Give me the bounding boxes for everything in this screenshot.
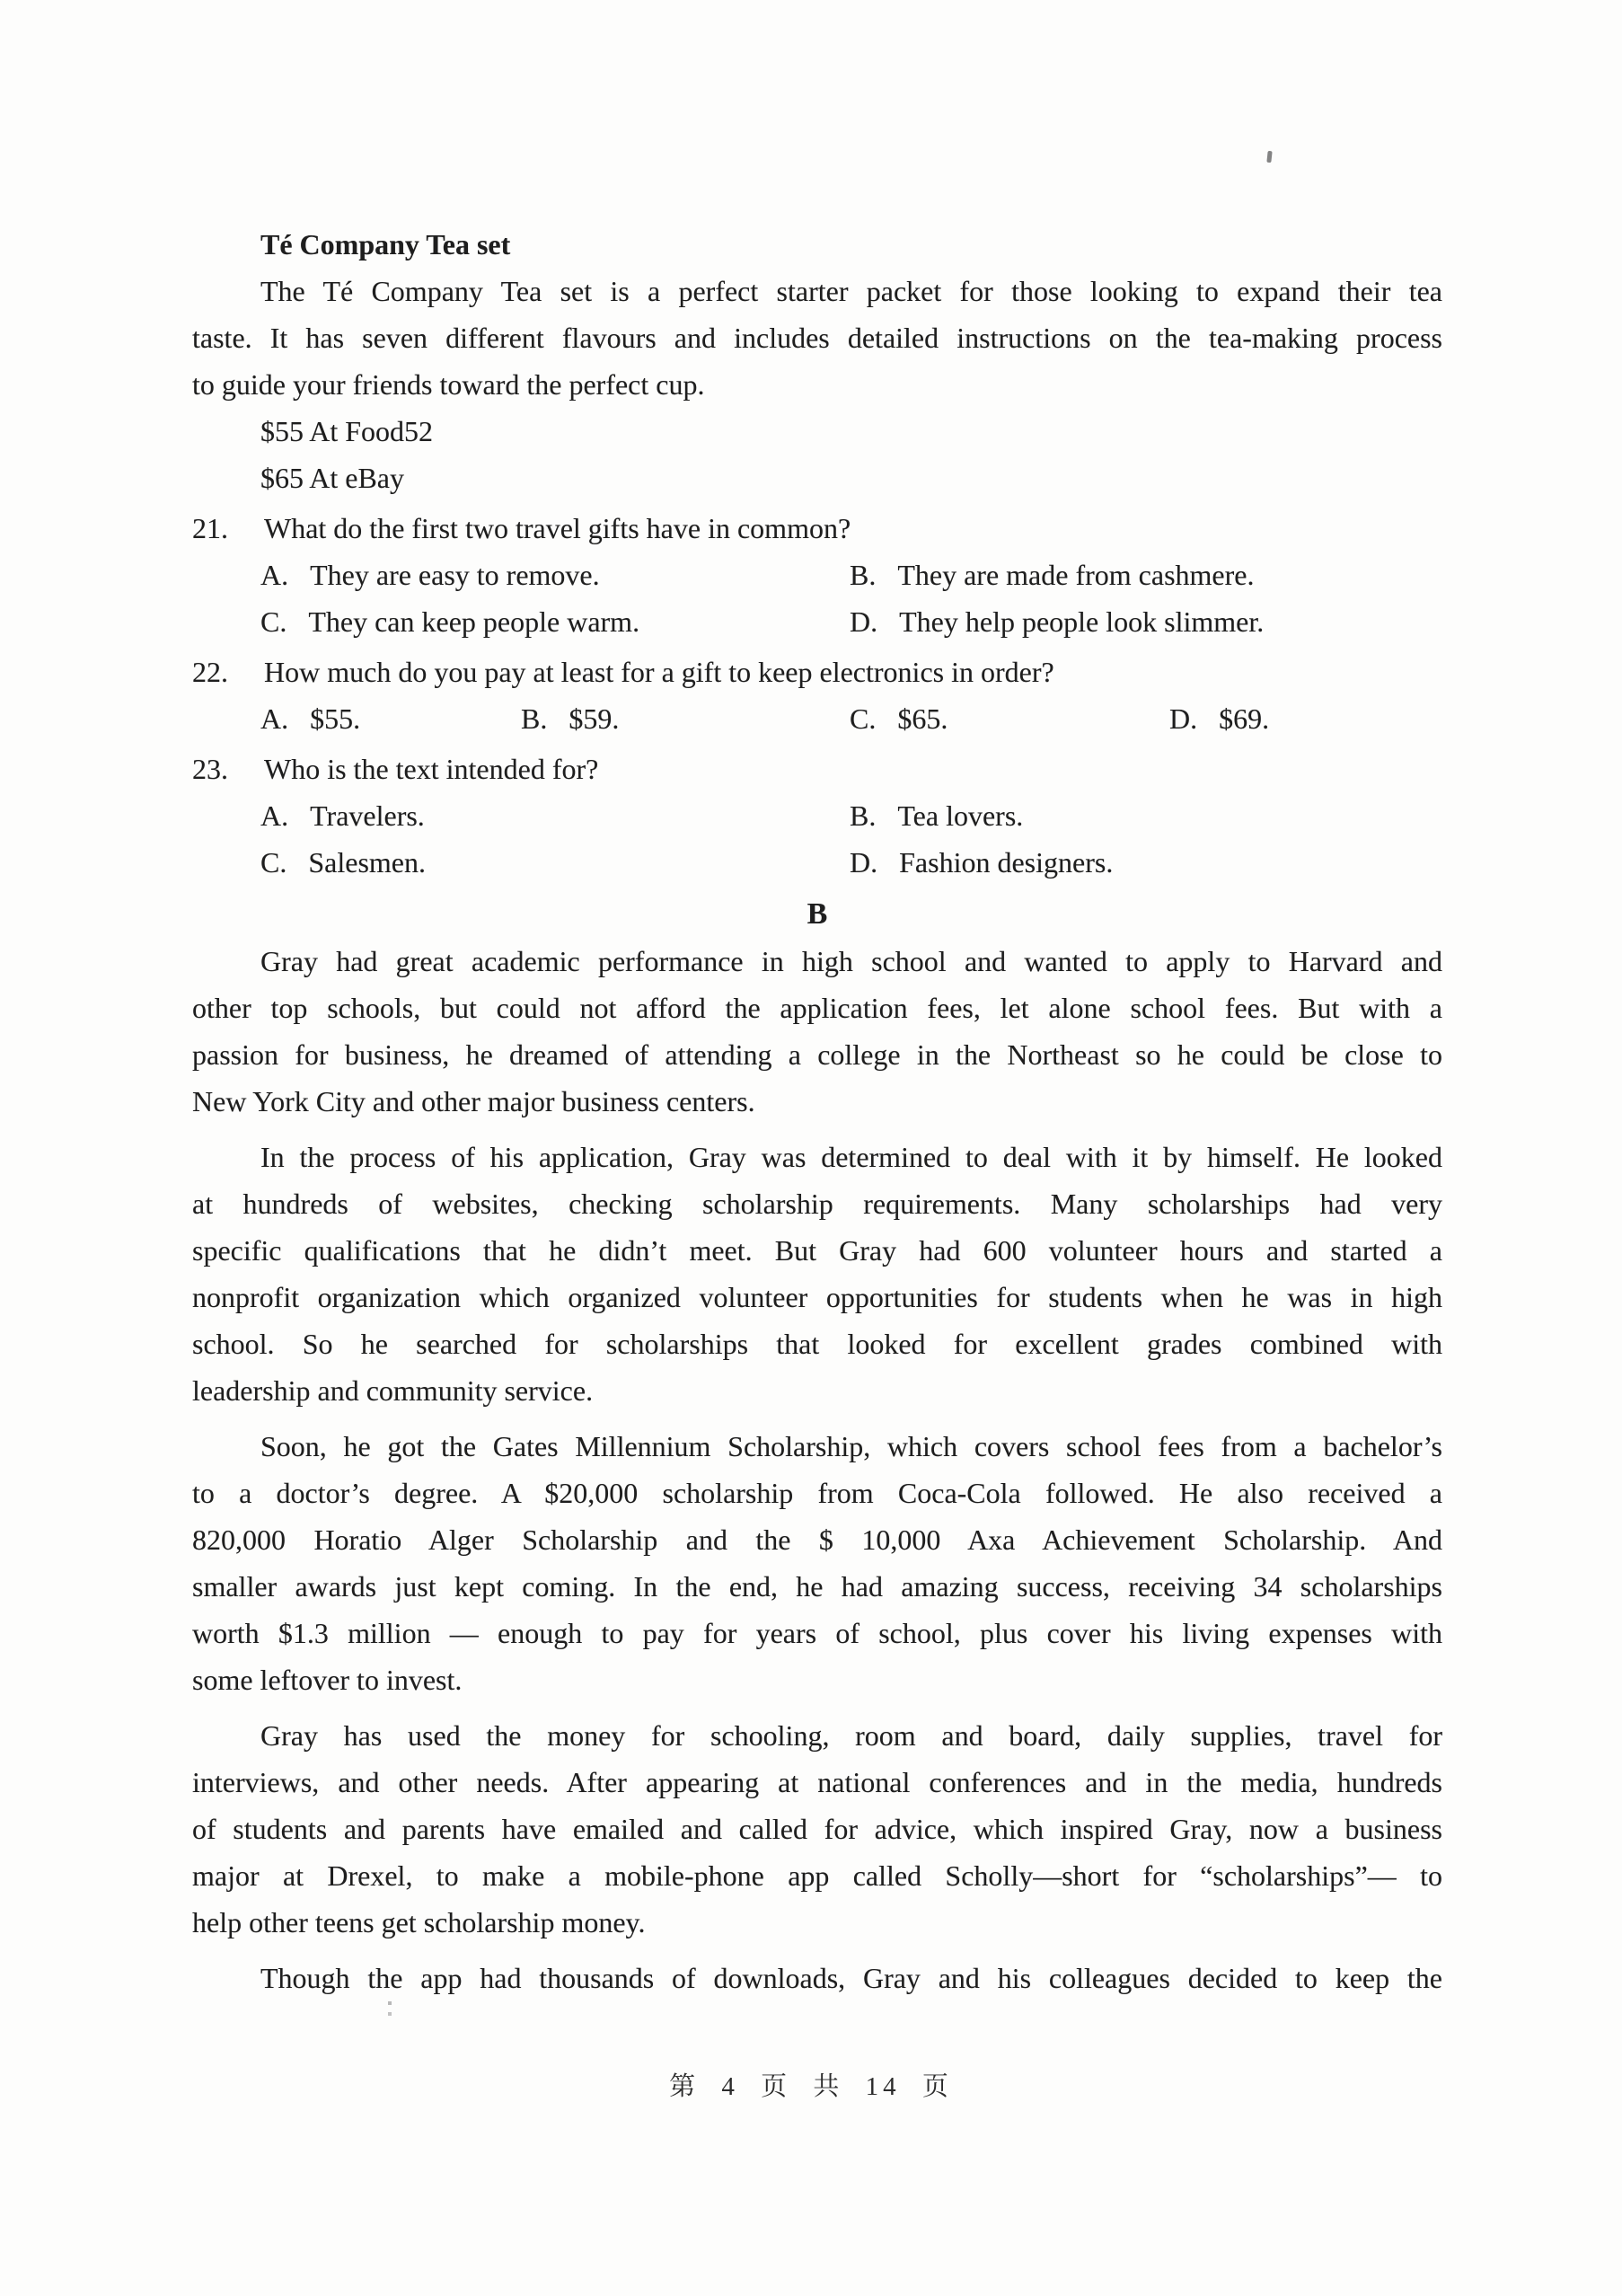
question: [192, 746, 1442, 886]
scan-artifact-mark: [1266, 151, 1272, 163]
text-line: at hundreds of websites, checking scholarship requirements. Many scholarships had very: [192, 1188, 1442, 1220]
passage-b-paragraph: [192, 1423, 1442, 1703]
text-line: school. So he searched for scholarships that looked for excellent grades combined with: [192, 1328, 1442, 1360]
option-row: [192, 695, 1442, 742]
question-number: 21.: [192, 512, 228, 544]
option-row: [192, 839, 1442, 886]
price-list: [192, 408, 1442, 501]
text-line: smaller awards just kept coming. In the end, he had amazing success, receiving 34 scholarships: [192, 1570, 1442, 1603]
question-number: 23.: [192, 753, 228, 785]
answer-option: [850, 792, 1023, 839]
option-letter: B.: [850, 559, 877, 591]
question-text: Who is the text intended for?: [264, 753, 599, 785]
text-line: 820,000 Horatio Alger Scholarship and the $ 10,000 Axa Achievement Scholarship. And: [192, 1523, 1442, 1556]
option-text: They are easy to remove.: [310, 559, 600, 591]
passage-b-paragraph: [192, 1134, 1442, 1414]
text-line: specific qualifications that he didn’t meet. But Gray had 600 volunteer hours and started a: [192, 1234, 1442, 1267]
option-letter: C.: [260, 605, 287, 638]
text-line: interviews, and other needs. After appearing at national conferences and in the media, hundreds: [192, 1766, 1442, 1798]
option-text: Fashion designers.: [899, 846, 1114, 879]
text-line: other top schools, but could not afford the application fees, let alone school fees. But with a: [192, 992, 1442, 1024]
text-line: worth $1.3 million — enough to pay for years of school, plus cover his living expenses with: [192, 1617, 1442, 1649]
answer-option: [1169, 695, 1269, 742]
answer-option: [260, 695, 521, 742]
text-line: Gray has used the money for schooling, room and board, daily supplies, travel for: [260, 1719, 1442, 1752]
option-letter: D.: [1169, 702, 1198, 735]
text-line: help other teens get scholarship money.: [192, 1906, 646, 1938]
question-options: [192, 792, 1442, 886]
text-line: some leftover to invest.: [192, 1664, 463, 1696]
option-letter: A.: [260, 559, 289, 591]
option-text: Salesmen.: [308, 846, 426, 879]
question: [192, 505, 1442, 645]
section-label: B: [807, 897, 828, 931]
option-letter: B.: [521, 702, 548, 735]
text-line: New York City and other major business centers.: [192, 1085, 755, 1117]
price-line: $65 At eBay: [260, 462, 404, 494]
text-line: major at Drexel, to make a mobile-phone app called Scholly—short for “scholarships”— to: [192, 1859, 1442, 1892]
price-line: $55 At Food52: [260, 415, 434, 447]
question-text-row: [192, 746, 1442, 792]
option-text: $69.: [1219, 702, 1270, 735]
text-line: The Té Company Tea set is a perfect starter packet for those looking to expand their tea: [260, 275, 1442, 307]
text-line: passion for business, he dreamed of attending a college in the Northeast so he could be close to: [192, 1038, 1442, 1071]
question: [192, 649, 1442, 742]
question-list: [192, 505, 1442, 886]
page-footer: 第 4 页 共 14 页: [669, 2072, 953, 2101]
answer-option: [260, 598, 850, 645]
option-text: $65.: [897, 702, 948, 735]
text-line: Gray had great academic performance in high school and wanted to apply to Harvard and: [260, 945, 1442, 977]
option-text: They are made from cashmere.: [897, 559, 1255, 591]
passage-title: Té Company Tea set: [260, 228, 511, 261]
question-text: How much do you pay at least for a gift to keep electronics in order?: [264, 656, 1054, 688]
text-line: nonprofit organization which organized volunteer opportunities for students when he was in high: [192, 1281, 1442, 1313]
answer-option: [260, 792, 850, 839]
option-letter: A.: [260, 799, 289, 832]
question-text: What do the first two travel gifts have in common?: [264, 512, 851, 544]
option-letter: B.: [850, 799, 877, 832]
text-line: of students and parents have emailed and called for advice, which inspired Gray, now a business: [192, 1813, 1442, 1845]
option-text: Tea lovers.: [897, 799, 1024, 832]
passage-b-paragraph: [192, 1712, 1442, 1946]
passage-b: [192, 938, 1442, 2001]
passage-b-paragraph: [192, 1955, 1442, 2001]
question-text-row: [192, 649, 1442, 695]
option-text: They can keep people warm.: [308, 605, 640, 638]
question-options: [192, 552, 1442, 645]
page-content: [192, 221, 1442, 2001]
answer-option: [850, 695, 1169, 742]
option-row: [192, 552, 1442, 598]
option-row: [192, 792, 1442, 839]
answer-option: [260, 839, 850, 886]
question-text-row: [192, 505, 1442, 552]
answer-option: [521, 695, 850, 742]
answer-option: [850, 598, 1264, 645]
text-line: In the process of his application, Gray was determined to deal with it by himself. He looked: [260, 1141, 1442, 1173]
text-line: leadership and community service.: [192, 1374, 594, 1407]
option-letter: D.: [850, 605, 878, 638]
question-options: [192, 695, 1442, 742]
text-line: to a doctor’s degree. A $20,000 scholarship from Coca-Cola followed. He also received a: [192, 1477, 1442, 1509]
answer-option: [850, 839, 1113, 886]
scan-artifact-dots: [388, 2001, 392, 2005]
text-line: taste. It has seven different flavours and includes detailed instructions on the tea-making process: [192, 322, 1442, 354]
passage-a-paragraph: [192, 268, 1442, 408]
option-letter: C.: [260, 846, 287, 879]
option-text: $59.: [569, 702, 620, 735]
passage-b-paragraph: [192, 938, 1442, 1125]
option-letter: D.: [850, 846, 878, 879]
question-number: 22.: [192, 656, 228, 688]
option-row: [192, 598, 1442, 645]
text-line: Though the app had thousands of downloads, Gray and his colleagues decided to keep the: [260, 1962, 1442, 1994]
option-letter: A.: [260, 702, 289, 735]
text-line: Soon, he got the Gates Millennium Scholarship, which covers school fees from a bachelor’s: [260, 1430, 1442, 1462]
text-line: to guide your friends toward the perfect cup.: [192, 368, 705, 401]
option-letter: C.: [850, 702, 877, 735]
option-text: $55.: [310, 702, 361, 735]
answer-option: [850, 552, 1254, 598]
option-text: They help people look slimmer.: [899, 605, 1265, 638]
answer-option: [260, 552, 850, 598]
option-text: Travelers.: [310, 799, 425, 832]
